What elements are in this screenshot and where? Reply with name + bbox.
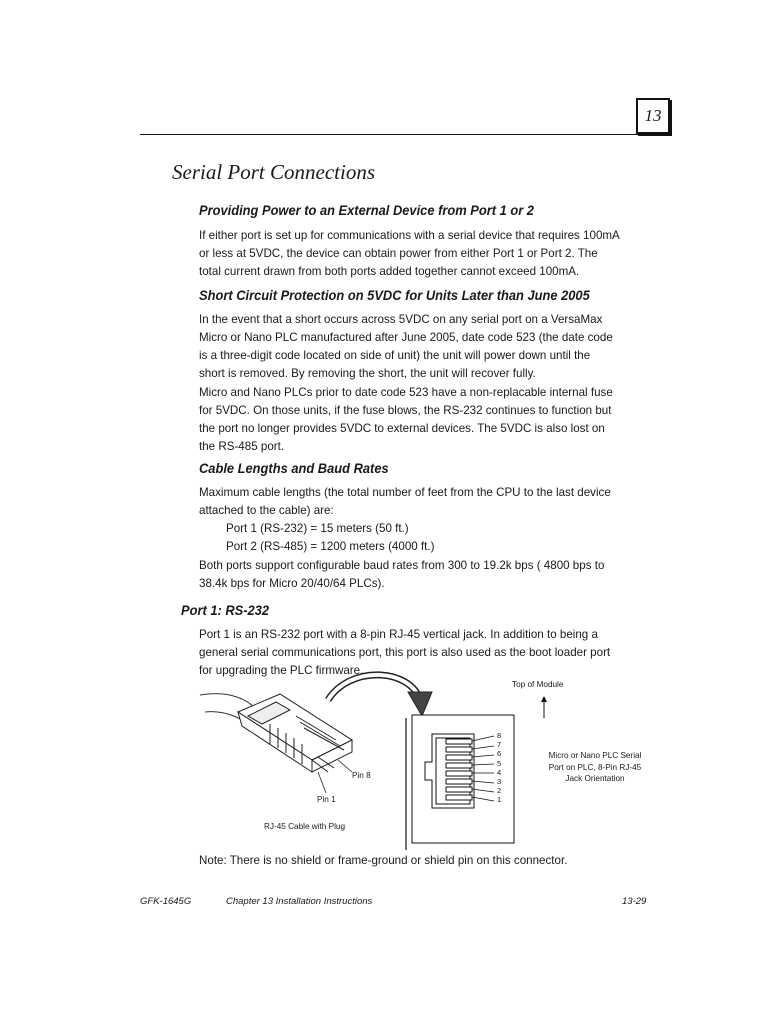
rj45-plug: [238, 694, 352, 772]
footer-chapter: Chapter 13 Installation Instructions: [226, 896, 373, 907]
text-line: Port 1 is an RS-232 port with a 8-pin RJ-45 vertical jack. In addition to being a: [199, 628, 598, 641]
pin-number: 4: [497, 767, 502, 777]
section-heading-power: Providing Power to an External Device from Port 1 or 2: [199, 202, 534, 218]
cable-caption: RJ-45 Cable with Plug: [264, 822, 346, 831]
pin-number: 8: [497, 731, 502, 740]
footer-doc-number: GFK-1645G: [140, 896, 192, 907]
text-line: for upgrading the PLC firmware.: [199, 664, 364, 677]
page-title: Serial Port Connections: [172, 160, 375, 184]
text-line: or less at 5VDC, the device can obtain power from either Port 1 or Port 2. The: [199, 247, 598, 260]
pin8-label: Pin 8: [352, 771, 371, 780]
chapter-number: 13: [644, 106, 662, 125]
text-line: short is removed. By removing the short, the unit will recover fully.: [199, 367, 536, 380]
text-line: for 5VDC. On those units, if the fuse blows, the RS-232 continues to function but: [199, 404, 612, 417]
text-line: Micro and Nano PLCs prior to date code 523 have a non-replacable internal fuse: [199, 386, 613, 399]
text-line: attached to the cable) are:: [199, 504, 334, 517]
text-line: If either port is set up for communications with a serial device that requires 100mA: [199, 229, 620, 242]
pin-number-list: [497, 731, 501, 805]
caption-line: Micro or Nano PLC Serial: [548, 751, 642, 760]
footer-page-number: 13-29: [622, 896, 647, 907]
pin-number: 5: [497, 758, 502, 768]
caption-line: Jack Orientation: [565, 774, 625, 783]
caption-line: Port on PLC, 8-Pin RJ-45: [548, 762, 642, 772]
connector-note: [199, 852, 659, 870]
pin-number: 2: [497, 786, 502, 796]
section-heading-short-circuit: Short Circuit Protection on 5VDC for Units Later than June 2005: [199, 287, 590, 303]
text-line: is a three-digit code located on side of unit) the unit will power down until the: [199, 349, 591, 362]
top-of-module-arrow-head: [541, 696, 547, 702]
jack-caption: [530, 750, 660, 785]
section-heading-port1: Port 1: RS-232: [181, 602, 270, 618]
pin-number: 1: [497, 795, 502, 805]
pin8-leader: [338, 760, 352, 772]
list-item: Port 2 (RS-485) = 1200 meters (4000 ft.): [226, 540, 435, 553]
text-line: total current drawn from both ports added together cannot exceed 100mA.: [199, 265, 580, 278]
section-heading-cable-lengths: Cable Lengths and Baud Rates: [199, 460, 389, 476]
pin1-label: Pin 1: [317, 795, 336, 804]
text-line: the port no longer provides 5VDC to external devices. The 5VDC is also lost on: [199, 422, 605, 435]
arrow-head: [408, 692, 432, 716]
pin1-leader: [318, 772, 326, 793]
pin-number: 7: [497, 740, 502, 750]
text-line: general serial communications port, this port is also used as the boot loader port: [199, 646, 611, 659]
pin-number: 3: [497, 777, 502, 787]
text-line: Micro or Nano PLC manufactured after June 2005, date code 523 (the date code: [199, 331, 613, 344]
text-line: Maximum cable lengths (the total number of feet from the CPU to the last device: [199, 486, 611, 499]
text-line: Both ports support configurable baud rates from 300 to 19.2k bps ( 4800 bps to: [199, 559, 605, 572]
text-line: the RS-485 port.: [199, 440, 285, 453]
list-item: Port 1 (RS-232) = 15 meters (50 ft.): [226, 522, 409, 535]
top-of-module-label: Top of Module: [512, 680, 564, 689]
text-line: In the event that a short occurs across 5VDC on any serial port on a VersaMax: [199, 313, 603, 326]
note-text: Note: There is no shield or frame-ground or shield pin on this connector.: [199, 854, 568, 867]
text-line: 38.4k bps for Micro 20/40/64 PLCs).: [199, 577, 385, 590]
pin-number: 6: [497, 749, 502, 759]
